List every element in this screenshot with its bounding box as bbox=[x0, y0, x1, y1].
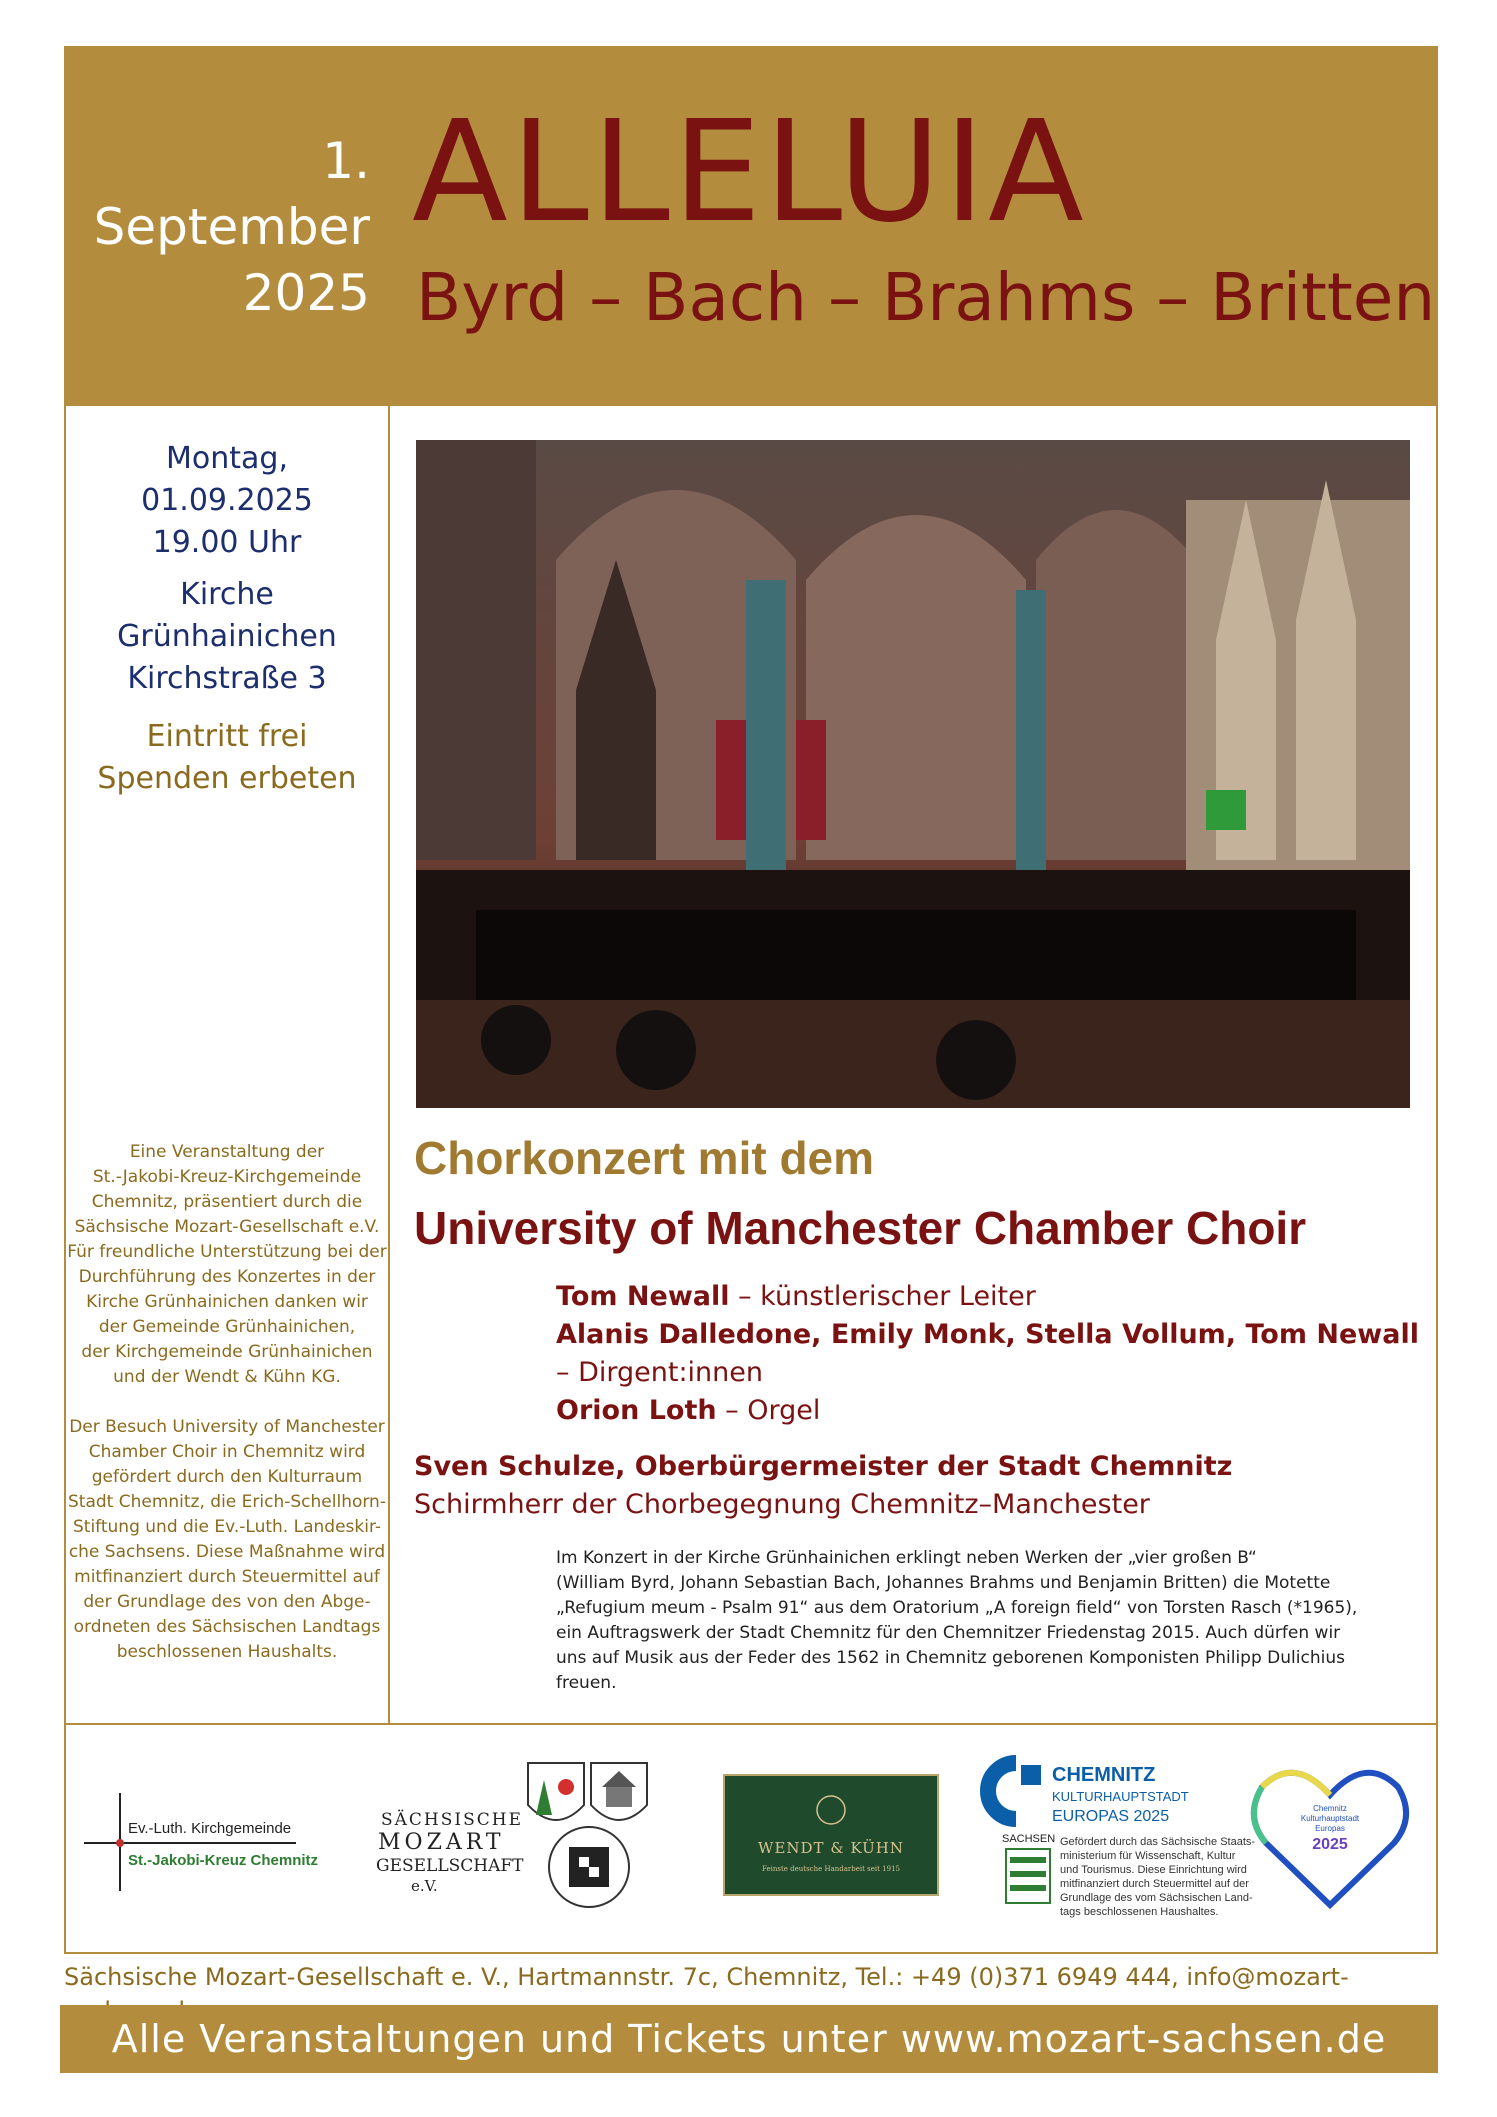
chemnitz-logo-line1: CHEMNITZ bbox=[1052, 1764, 1156, 1786]
sachsen-text-line: Grundlage des vom Sächsischen Land- bbox=[1060, 1892, 1253, 1904]
text-line: Chamber Choir in Chemnitz wird bbox=[88, 1442, 366, 1462]
heart-logo-line1: Chemnitz bbox=[1313, 1804, 1347, 1813]
chemnitz-c-icon bbox=[988, 1763, 1041, 1819]
text-line: der Gemeinde Grünhainichen, bbox=[98, 1317, 356, 1337]
organist-role: – Orgel bbox=[716, 1395, 821, 1426]
footer-address: Sächsische Mozart-Gesellschaft e. V., Hartmannstr. 7c, Chemnitz, Tel.: +49 (0)371 6949 444, info@mozart- bbox=[64, 1963, 1349, 1991]
sponsor-logos bbox=[66, 1725, 1436, 1956]
sachsen-text-line: Gefördert durch das Sächsische Staats- bbox=[1060, 1836, 1256, 1848]
text-line: Für freundliche Unterstützung bei der bbox=[67, 1242, 387, 1262]
funding-note bbox=[66, 1415, 388, 1665]
text-line: Sächsische Mozart-Gesellschaft e.V. bbox=[74, 1217, 380, 1237]
sachsen-logo-text: SACHSEN bbox=[1002, 1833, 1056, 1845]
church-interior-illustration bbox=[416, 440, 1410, 1108]
venue-line2: Grünhainichen bbox=[117, 619, 337, 654]
text-line: „Refugium meum - Psalm 91“ aus dem Oratorium „A foreign field“ von Torsten Rasch (*1965), bbox=[556, 1598, 1358, 1618]
wendt-logo-subtext: Feinste deutsche Handarbeit seit 1915 bbox=[762, 1865, 900, 1873]
heart-logo-line3: Europas bbox=[1315, 1824, 1345, 1833]
entry-line1: Eintritt frei bbox=[146, 719, 308, 754]
performers-list bbox=[556, 1278, 1419, 1430]
event-time: 19.00 Uhr bbox=[152, 525, 302, 560]
page-title: ALLELUIA bbox=[412, 91, 1087, 254]
column-divider bbox=[388, 48, 390, 1723]
venue-line1: Kirche bbox=[180, 577, 274, 612]
church-logo-line1: Ev.-Luth. Kirchgemeinde bbox=[128, 1820, 292, 1837]
text-line: Durchführung des Konzertes in der bbox=[78, 1267, 376, 1287]
sachsen-funding-text bbox=[1060, 1836, 1255, 1918]
patron-role: Schirmherr der Chorbegegnung Chemnitz–Manchester bbox=[414, 1489, 1150, 1520]
event-weekday: Montag, bbox=[166, 441, 288, 476]
choir-heading-line2: University of Manchester Chamber Choir bbox=[414, 1202, 1307, 1254]
venue-line3: Kirchstraße 3 bbox=[127, 661, 327, 696]
event-date bbox=[66, 128, 370, 326]
organizer-note bbox=[66, 1140, 388, 1390]
choir-heading-line1: Chorkonzert mit dem bbox=[414, 1132, 875, 1184]
conductors-names: Alanis Dalledone, Emily Monk, Stella Vollum, Tom Newall bbox=[556, 1319, 1419, 1350]
page-subtitle: Byrd – Bach – Brahms – Britten bbox=[416, 259, 1436, 336]
text-line: der Grundlage des von den Abge- bbox=[83, 1592, 371, 1612]
event-date-short: 01.09.2025 bbox=[141, 483, 313, 518]
concert-description bbox=[556, 1546, 1406, 1696]
text-line: Stiftung und die Ev.-Luth. Landeskir- bbox=[73, 1517, 381, 1537]
patron-name: Sven Schulze, Oberbürgermeister der Stadt Chemnitz bbox=[414, 1451, 1233, 1482]
tickets-banner: Alle Veranstaltungen und Tickets unter www.mozart-sachsen.de bbox=[60, 2005, 1438, 2073]
church-logo-line2: St.-Jakobi-Kreuz Chemnitz bbox=[128, 1852, 319, 1869]
text-line: che Sachsens. Diese Maßnahme wird bbox=[68, 1542, 386, 1562]
chemnitz-logo-line3: EUROPAS 2025 bbox=[1052, 1808, 1170, 1825]
sachsen-text-line: ministerium für Wissenschaft, Kultur bbox=[1060, 1850, 1236, 1862]
poster-frame bbox=[64, 46, 1438, 1954]
wendt-logo-text: WENDT & KÜHN bbox=[758, 1839, 904, 1857]
text-line: Chemnitz, präsentiert durch die bbox=[91, 1192, 363, 1212]
sachsen-crest-icon bbox=[1006, 1849, 1050, 1903]
date-year: 2025 bbox=[242, 264, 370, 322]
text-line: uns auf Musik aus der Feder des 1562 in Chemnitz geborenen Komponisten Philipp Dulichius freuen. bbox=[556, 1648, 1345, 1693]
date-month: September bbox=[93, 198, 370, 256]
sachsen-text-line: mitfinanziert durch Steuermittel auf der bbox=[1060, 1878, 1249, 1890]
text-line: Kirche Grünhainichen danken wir bbox=[86, 1292, 368, 1312]
church-cross-icon bbox=[84, 1793, 296, 1891]
sachsen-text-line: tags beschlossenen Haushaltes. bbox=[1060, 1906, 1219, 1918]
text-line: Der Besuch University of Manchester bbox=[69, 1417, 385, 1437]
text-line: ein Auftragswerk der Stadt Chemnitz für den Chemnitzer Friedenstag 2015. Auch dürfen wir bbox=[556, 1623, 1341, 1643]
text-line: (William Byrd, Johann Sebastian Bach, Johannes Brahms und Benjamin Britten) die Motette bbox=[556, 1573, 1331, 1593]
text-line: St.-Jakobi-Kreuz-Kirchgemeinde bbox=[92, 1167, 362, 1187]
mozart-logo-line2: MOZART bbox=[378, 1830, 505, 1855]
sachsen-text-line: und Tourismus. Diese Einrichtung wird bbox=[1060, 1864, 1247, 1876]
performer-role: – künstlerischer Leiter bbox=[729, 1281, 1036, 1312]
heart-logo-line2: Kulturhauptstadt bbox=[1300, 1814, 1360, 1823]
text-line: Stadt Chemnitz, die Erich-Schellhorn- bbox=[68, 1492, 386, 1512]
performer-name: Tom Newall bbox=[556, 1281, 730, 1312]
mozart-logo-line4: e.V. bbox=[411, 1877, 438, 1895]
text-line: mitfinanziert durch Steuermittel auf bbox=[74, 1567, 380, 1587]
coat-of-arms-icon bbox=[528, 1763, 647, 1907]
sidebar bbox=[66, 438, 388, 1665]
text-line: der Kirchgemeinde Grünhainichen bbox=[81, 1342, 373, 1362]
conductors-role: – Dirgent:innen bbox=[556, 1357, 763, 1388]
text-line: ordneten des Sächsischen Landtags bbox=[73, 1617, 381, 1637]
text-line: Eine Veranstaltung der bbox=[129, 1142, 325, 1162]
date-day: 1. bbox=[322, 132, 370, 190]
choir-photo bbox=[416, 440, 1410, 1108]
organist-name: Orion Loth bbox=[556, 1395, 717, 1426]
entry-line2: Spenden erbeten bbox=[97, 761, 357, 796]
text-line: und der Wendt & Kühn KG. bbox=[113, 1367, 341, 1387]
text-line: gefördert durch den Kulturraum bbox=[91, 1467, 363, 1487]
patron-block bbox=[414, 1448, 1232, 1524]
chemnitz-logo-line2: KULTURHAUPTSTADT bbox=[1052, 1789, 1189, 1804]
heart-logo-line4: 2025 bbox=[1312, 1836, 1348, 1853]
logos-strip bbox=[66, 1725, 1436, 1956]
text-line: beschlossenen Haushalts. bbox=[116, 1642, 338, 1662]
mozart-logo-line3: GESELLSCHAFT bbox=[376, 1856, 524, 1876]
mozart-logo-line1: SÄCHSISCHE bbox=[381, 1810, 524, 1830]
text-line: Im Konzert in der Kirche Grünhainichen erklingt neben Werken der „vier großen B“ bbox=[556, 1548, 1257, 1568]
